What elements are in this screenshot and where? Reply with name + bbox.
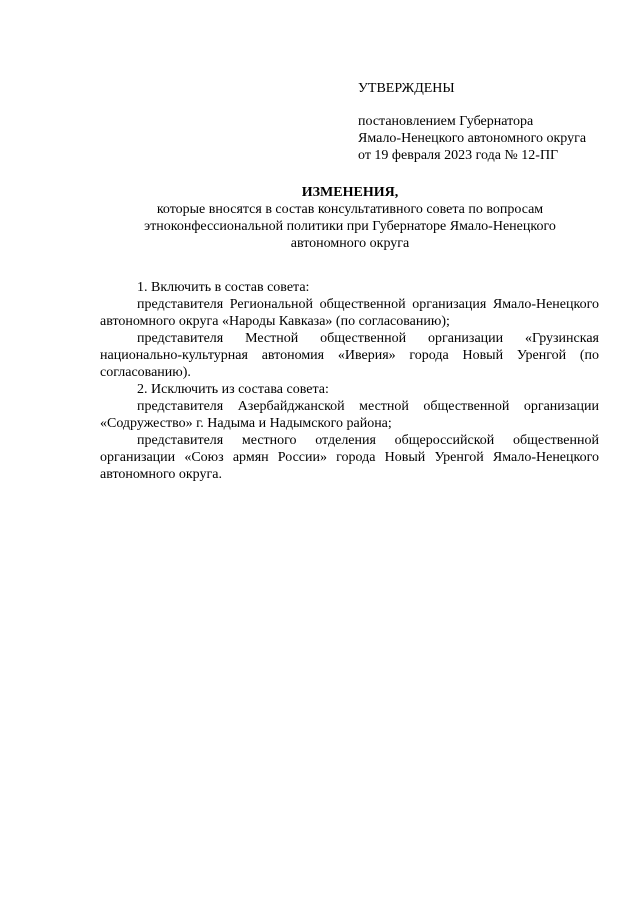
approval-title: УТВЕРЖДЕНЫ [358,81,455,96]
item-include-paragraph-2: представителя Местной общественной организации «Грузинская национально-культурная автономия «Иверия» города Новый Уренгой (по согласованию). [100,331,599,380]
item-exclude-paragraph-2: представителя местного отделения общероссийской общественной организации «Союз армян России» города Новый Уренгой Ямало-Ненецкого автономного округа. [100,433,599,482]
approval-line-decree: постановлением Губернатора [358,114,534,129]
document-heading [100,184,600,252]
document-subtitle-line-1: которые вносятся в состав консультативного совета по вопросам [156,202,544,217]
item-include-heading: 1. Включить в состав совета: [137,280,310,295]
item-exclude-paragraph-1: представителя Азербайджанской местной общественной организации «Содружество» г. Надыма и Надымского района; [100,399,599,431]
document-body [100,279,599,483]
approval-line-region: Ямало-Ненецкого автономного округа [358,131,587,146]
approval-line-date: от 19 февраля 2023 года № 12-ПГ [358,148,559,163]
item-exclude-heading: 2. Исключить из состава совета: [137,382,329,397]
document-title: ИЗМЕНЕНИЯ, [301,185,399,200]
approval-stamp [358,80,618,164]
item-include-paragraph-1: представителя Региональной общественной организация Ямало-Ненецкого автономного округа «Народы Кавказа» (по согласованию); [100,297,599,329]
document-subtitle-line-2: этноконфессиональной политики при Губернаторе Ямало-Ненецкого [144,219,556,234]
document-subtitle-line-3: автономного округа [290,236,410,251]
